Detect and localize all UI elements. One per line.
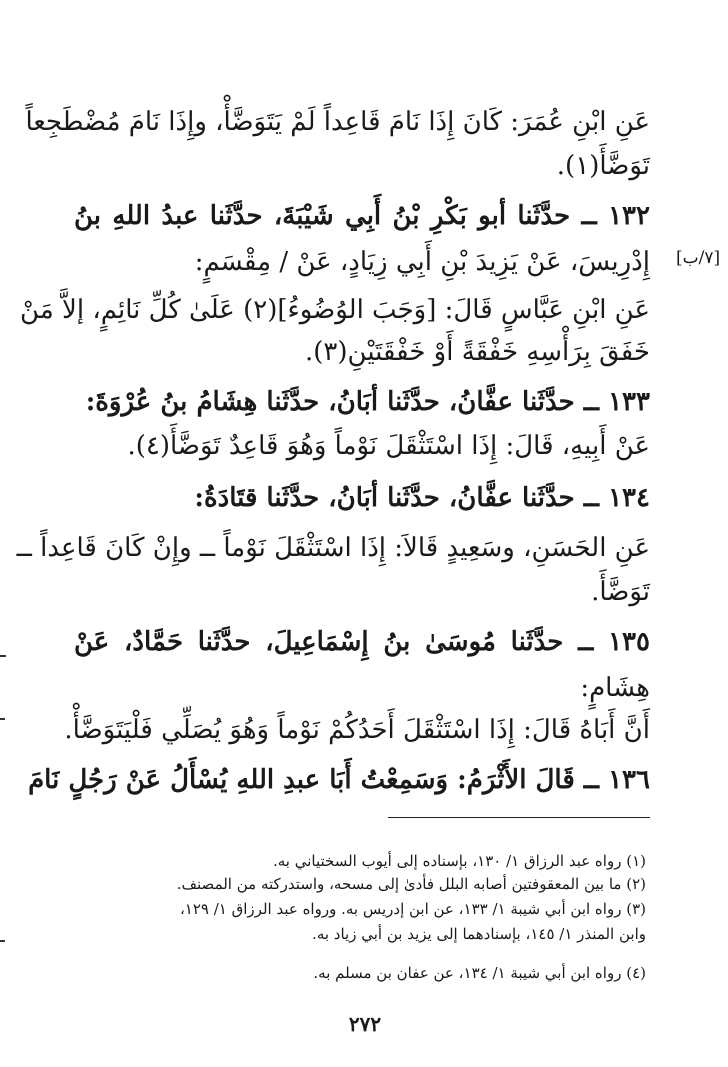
text-line-6: خَفَقَ بِرَأْسِهِ خَفْقَةً أَوْ خَفْقَتَيْنِ(٣). bbox=[305, 337, 650, 367]
hadith-133-heading: ١٣٣ ــ حدَّثَنا عفَّانُ، حدَّثَنا أبَانُ، حدَّثَنا هِشَامُ بنُ عُرْوَةَ: bbox=[85, 387, 650, 417]
text-line-4: إِدْرِيسَ، عَنْ يَزِيدَ بْنِ أَبِي زِيَادٍ، عَنْ / مِقْسَمٍ: bbox=[194, 247, 650, 277]
scan-edge-mark bbox=[0, 940, 5, 942]
text-line-11: تَوَضَّأَ. bbox=[591, 577, 650, 607]
text-line-14: أَنَّ أَبَاهُ قَالَ: إِذَا اسْتَثْقَلَ أَحَدُكُمْ نَوْماً وَهُوَ يُصَلِّي فَلْيَتَوَضَّأْ. bbox=[64, 715, 650, 745]
footnote-separator bbox=[388, 817, 650, 818]
hadith-134-heading: ١٣٤ ــ حدَّثَنا عفَّانُ، حدَّثَنا أبَانُ، حدَّثَنا قتَادَةُ: bbox=[194, 483, 650, 513]
scan-edge-mark bbox=[0, 655, 6, 657]
text-line-13: هِشَامٍ: bbox=[580, 673, 650, 703]
footnote-1: (١) رواه عبد الرزاق ١/ ١٣٠، بإسناده إلى أيوب السختياني به. bbox=[272, 852, 646, 870]
text-line-5: عَنِ ابْنِ عَبَّاسٍ قَالَ: [وَجَبَ الوُضُوءُ](٢) عَلَىٰ كُلِّ نَائِمٍ، إلاَّ مَنْ bbox=[20, 295, 650, 325]
text-line-1: عَنِ ابْنِ عُمَرَ: كَانَ إِذَا نَامَ قَاعِداً لَمْ يَتَوَضَّأْ، وإِذَا نَامَ مُضْطَجِعاً bbox=[25, 107, 650, 137]
scan-edge-mark bbox=[0, 718, 5, 720]
page-number: ٢٧٢ bbox=[348, 1012, 382, 1036]
margin-folio-reference: [٧/ب] bbox=[676, 248, 721, 268]
text-line-10: عَنِ الحَسَنِ، وسَعِيدٍ قَالاَ: إِذَا اسْتَثْقَلَ نَوْماً ــ وإِنْ كَانَ قَاعِداً ــ bbox=[16, 533, 650, 563]
hadith-132-heading: ١٣٢ ــ حدَّثَنا أبو بَكْرِ بْنُ أَبِي شَيْبَةَ، حدَّثَنا عبدُ اللهِ بنُ bbox=[74, 201, 650, 231]
footnote-4: (٤) رواه ابن أبي شيبة ١/ ١٣٤، عن عفان بن مسلم به. bbox=[313, 964, 646, 982]
hadith-136-heading: ١٣٦ ــ قَالَ الأَثْرَمُ: وَسَمِعْتُ أَبَا عبدِ اللهِ يُسْأَلُ عَنْ رَجُلٍ نَامَ bbox=[28, 765, 650, 795]
text-line-2: تَوَضَّأَ(١). bbox=[556, 151, 650, 181]
footnote-3-continued: وابن المنذر ١/ ١٤٥، بإسنادهما إلى يزيد بن أبي زياد به. bbox=[312, 925, 646, 943]
footnote-2: (٢) ما بين المعقوفتين أصابه البلل فأدىٰ إلى مسحه، واستدركته من المصنف. bbox=[176, 875, 646, 893]
hadith-135-heading: ١٣٥ ــ حدَّثَنا مُوسَىٰ بنُ إِسْمَاعِيلَ، حدَّثَنا حَمَّادٌ، عَنْ bbox=[74, 627, 650, 657]
footnote-3: (٣) رواه ابن أبي شيبة ١/ ١٣٣، عن ابن إدريس به. ورواه عبد الرزاق ١/ ١٢٩، bbox=[179, 900, 646, 918]
text-line-8: عَنْ أَبِيهِ، قَالَ: إِذَا اسْتَثْقَلَ نَوْماً وَهُوَ قَاعِدٌ تَوَضَّأَ(٤). bbox=[127, 431, 650, 461]
